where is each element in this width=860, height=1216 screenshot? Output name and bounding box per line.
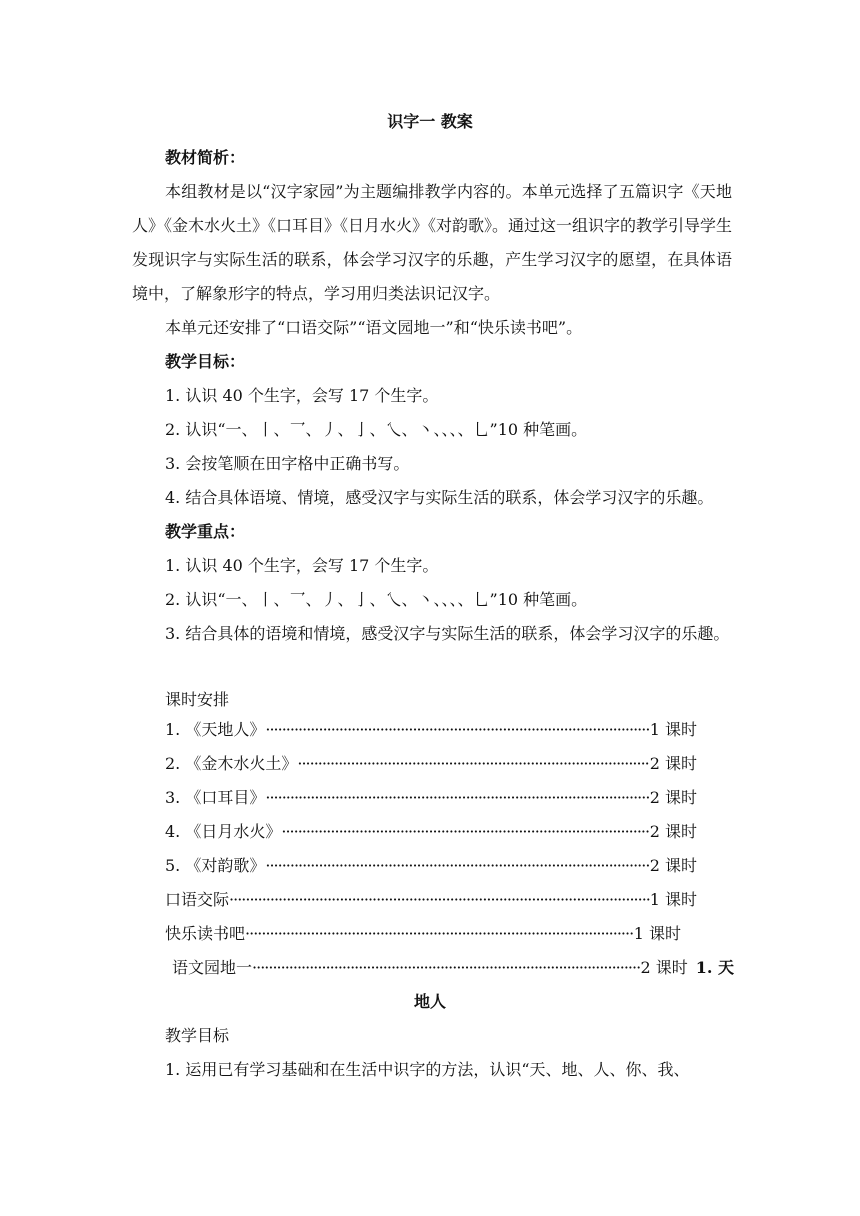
schedule-row — [165, 815, 697, 849]
leader-dots — [245, 917, 634, 951]
leader-dots — [297, 747, 649, 781]
schedule-row-name: 快乐读书吧 — [165, 924, 246, 943]
schedule-row-hours: 2 课时 — [649, 754, 697, 773]
schedule-row-name: 1. 《天地人》 — [165, 720, 266, 739]
schedule-row — [165, 883, 697, 917]
lesson-goal-item: 1. 运用已有学习基础和在生活中识字的方法，认识“天、地、人、你、我、 — [165, 1060, 690, 1079]
analysis-heading: 教材简析： — [165, 148, 246, 167]
schedule-row-name: 5. 《对韵歌》 — [165, 856, 266, 875]
schedule-row-name: 3. 《口耳目》 — [165, 788, 266, 807]
schedule-row-name: 2. 《金木水火土》 — [165, 754, 298, 773]
schedule-row-hours: 2 课时 — [649, 856, 697, 875]
leader-dots — [265, 781, 649, 815]
lesson-title-start: 1. 天 — [695, 958, 734, 977]
schedule-row-name: 语文园地一 — [172, 958, 253, 977]
page-title: 识字一 教案 — [387, 112, 473, 131]
goal-item: 2. 认识“一、丨、乛、丿、亅、乀、丶、、、、乚”10 种笔画。 — [165, 420, 588, 439]
schedule-row — [165, 713, 697, 747]
key-point-item: 1. 认识 40 个生字，会写 17 个生字。 — [165, 556, 439, 575]
schedule-row — [172, 951, 734, 985]
leader-dots — [265, 713, 649, 747]
schedule-row — [165, 781, 697, 815]
schedule-row-hours: 1 课时 — [649, 890, 697, 909]
goal-item: 4. 结合具体语境、情境，感受汉字与实际生活的联系，体会学习汉字的乐趣。 — [165, 488, 714, 507]
leader-dots — [252, 951, 640, 985]
leader-dots — [265, 849, 649, 883]
schedule-row-hours: 2 课时 — [640, 958, 688, 977]
schedule-row — [165, 747, 697, 781]
leader-dots — [281, 815, 649, 849]
lesson-title-continued: 地人 — [413, 992, 446, 1011]
schedule-row-hours: 2 课时 — [649, 788, 697, 807]
schedule-row-hours: 2 课时 — [649, 822, 697, 841]
lesson-goals-heading: 教学目标 — [165, 1026, 230, 1045]
schedule-row-name: 4. 《日月水火》 — [165, 822, 282, 841]
goal-item: 1. 认识 40 个生字，会写 17 个生字。 — [165, 386, 439, 405]
goal-item: 3. 会按笔顺在田字格中正确书写。 — [165, 454, 410, 473]
key-point-item: 2. 认识“一、丨、乛、丿、亅、乀、丶、、、、乚”10 种笔画。 — [165, 590, 588, 609]
schedule-row-name: 口语交际 — [165, 890, 230, 909]
schedule-row-hours: 1 课时 — [633, 924, 681, 943]
key-point-item: 3. 结合具体的语境和情境，感受汉字与实际生活的联系，体会学习汉字的乐趣。 — [165, 624, 730, 643]
goals-heading: 教学目标： — [165, 352, 246, 371]
schedule-heading: 课时安排 — [165, 690, 230, 709]
unit-arrangement-paragraph: 本单元还安排了“口语交际”“语文园地一”和“快乐读书吧”。 — [165, 318, 583, 337]
schedule-row-hours: 1 课时 — [649, 720, 697, 739]
schedule-row — [165, 917, 681, 951]
analysis-paragraph: 本组教材是以“汉字家园”为主题编排教学内容的。本单元选择了五篇识字《天地人》《金木水火土》《口耳目》《日月水火》《对韵歌》。通过这一组识字的教学引导学生发现识字与实际生活的联系，体会学习汉字的乐趣，产生学习汉字的愿望，在具体语境中，了解象形字的特点，学习用归类法识记汉字。 — [132, 182, 733, 303]
schedule-row — [165, 849, 697, 883]
leader-dots — [229, 883, 650, 917]
key-points-heading: 教学重点： — [165, 522, 246, 541]
